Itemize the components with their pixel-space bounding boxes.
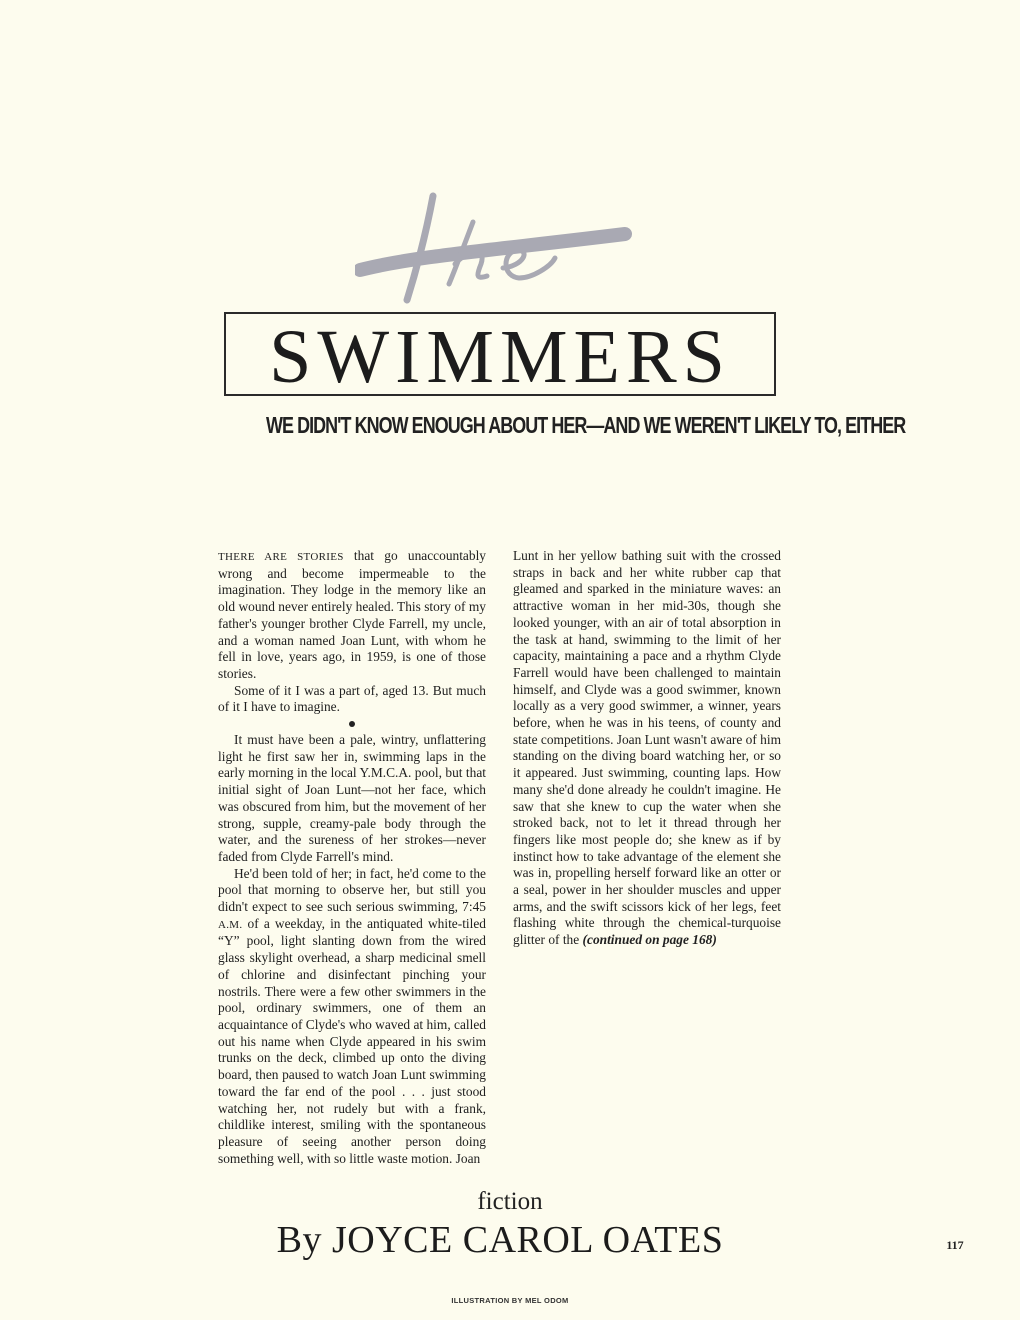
title-box [224, 312, 776, 399]
paragraph-4-start [218, 866, 486, 1168]
paragraph-4-continued [513, 548, 781, 949]
paragraph-3: It must have been a pale, wintry, unflattering light he first saw her in, swimming laps in the early morning in the local Y.M.C.A. pool, but that initial sight of Joan Lunt—not her face, which was obscured from him, but the movement of her strong, supple, creamy-pale body through the water, and the sureness of her strokes—never faded from Clyde Farrell's mind. [218, 732, 486, 864]
section-break [218, 716, 486, 732]
time-am: A.M. [218, 918, 243, 931]
paragraph-4-text-b: of a weekday, in the antiquated white-tiled “Y” pool, light slanting down from the wired glass skylight overhead, a sharp medicinal smell of chlorine and disinfectant pinching your nostrils. There were a few other swimmers in the pool, ordinary swimmers, one of them an acquaintance of Clyde's who waved at him, called out his name when Clyde appeared in his swim trunks on the deck, climbed up onto the diving board, then paused to watch Joan Lunt swimming toward the far end of the pool . . . just stood watching her, not rudely but with a frank, childlike interest, smiling with the spontaneous pleasure of seeing another person doing something well, with so little waste motion. Joan [218, 915, 486, 1166]
paragraph-2: Some of it I was a part of, aged 13. But much of it I have to imagine. [218, 682, 486, 715]
page-number: 117 [946, 1238, 964, 1252]
body-column-left [218, 548, 486, 1167]
section-label: fiction [477, 1188, 543, 1215]
article-title: SWIMMERS [269, 315, 731, 399]
bullet-icon [349, 721, 355, 727]
paragraph-1 [218, 548, 486, 683]
illustration-credit: ILLUSTRATION BY MEL ODOM [451, 1296, 569, 1305]
article-subtitle: WE DIDN'T KNOW ENOUGH ABOUT HER—AND WE WEREN'T LIKELY TO, EITHER [266, 412, 906, 438]
paragraph-1-text: that go unaccountably wrong and become impermeable to the imagination. They lodge in the memory like an old wound never entirely healed. This story of my father's younger brother Clyde Farrell, my uncle, and a woman named Joan Lunt, with whom he fell in love, years ago, in 1959, is one of those stories. [218, 548, 486, 681]
continued-note: (continued on page 168) [582, 932, 717, 948]
body-column-right [513, 548, 781, 949]
script-the-illustration [355, 188, 655, 308]
byline: By JOYCE CAROL OATES [276, 1219, 724, 1261]
paragraph-4-text-a: He'd been told of her; in fact, he'd come to the pool that morning to observe her, but still you didn't expect to see such serious swimming, 7:45 [218, 865, 486, 915]
lead-in: THERE ARE STORIES [218, 551, 344, 563]
paragraph-4-text-c: Lunt in her yellow bathing suit with the crossed straps in back and her white rubber cap that gleamed and sparked in the miniature waves: an attractive woman in her mid-30s, though she looked younger, with an air of total absorption in the task at hand, swimming to the limit of her capacity, maintaining a pace and a rhythm Clyde Farrell would have been challenged to maintain himself, and Clyde was a good swimmer, known locally as a very good swimmer, a winner, years before, when he was in his teens, of county and state competitions. Joan Lunt wasn't aware of him standing on the diving board watching her, or so it appeared. Just swimming, counting laps. How many she'd done already he couldn't imagine. He saw that she knew to cup the water when she stroked back, not to let it thread through her fingers like most people do; she knew as if by instinct how to take advantage of the element she was in, propelling herself forward like an otter or a seal, power in her shoulder muscles and upper arms, and the swift scissors kick of her legs, feet flashing white through the chemical-turquoise glitter of the [513, 548, 781, 948]
